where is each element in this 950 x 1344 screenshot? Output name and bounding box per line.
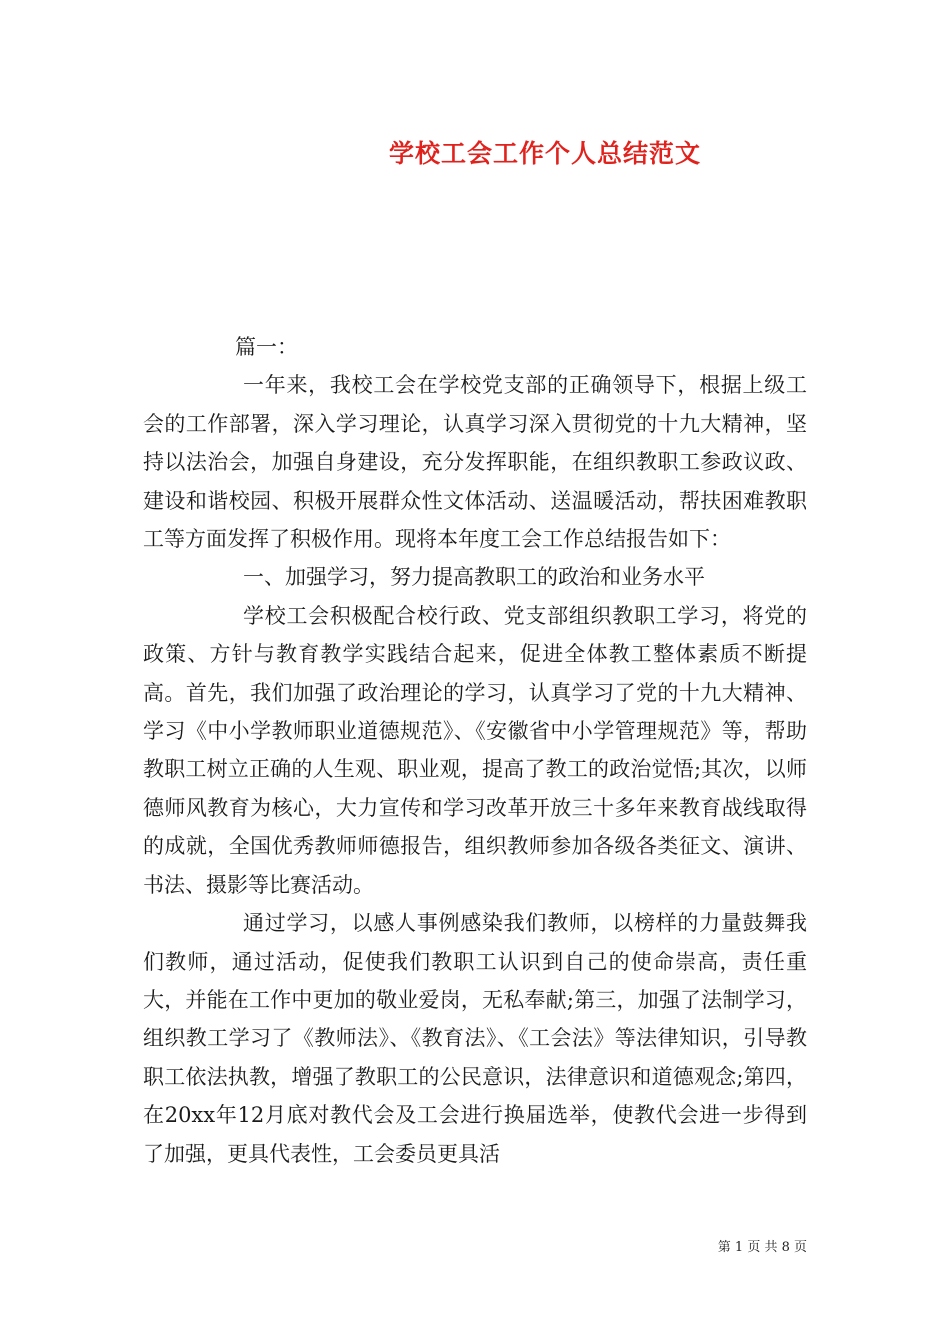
section-label: 篇一： bbox=[235, 335, 298, 359]
paragraph-study: 学校工会积极配合校行政、党支部组织教职工学习，将党的政策、方针与教育教学实践结合起来，促进全体教工整体素质不断提高。首先，我们加强了政治理论的学习，认真学习了党的十九大精神、学习《中小学教师职业道德规范》、《安徽省中小学管理规范》等，帮助教职工树立正确的人生观、职业观，提高了教工的政治觉悟;其次，以师德师风教育为核心，大力宣传和学习改革开放三十多年来教育战线取得的成就，全国优秀教师师德报告，组织教师参加各级各类征文、演讲、书法、摄影等比赛活动。 bbox=[143, 603, 807, 897]
paragraph-intro: 一年来，我校工会在学校党支部的正确领导下，根据上级工会的工作部署，深入学习理论，认真学习深入贯彻党的十九大精神，坚持以法治会，加强自身建设，充分发挥职能，在组织教职工参政议政、建设和谐校园、积极开展群众性文体活动、送温暖活动，帮扶困难教职工等方面发挥了积极作用。现将本年度工会工作总结报告如下： bbox=[143, 373, 807, 552]
section-heading-1: 一、加强学习，努力提高教职工的政治和业务水平 bbox=[243, 565, 705, 590]
paragraph-activities: 通过学习，以感人事例感染我们教师，以榜样的力量鼓舞我们教师，通过活动，促使我们教职工认识到自己的使命崇高，责任重大，并能在工作中更加的敬业爱岗，无私奉献;第三，加强了法制学习，组织教工学习了《教师法》、《教育法》、《工会法》等法律知识，引导教职工依法执教，增强了教职工的公民意识，法律意识和道德观念;第四，在20xx年12月底对教代会及工会进行换届选举，使教代会进一步得到了加强，更具代表性，工会委员更具活 bbox=[143, 911, 807, 1166]
document-body bbox=[143, 328, 807, 1173]
document-title: 学校工会工作个人总结范文 bbox=[388, 139, 701, 168]
page-number: 第 1 页 共 8 页 bbox=[717, 1240, 807, 1255]
